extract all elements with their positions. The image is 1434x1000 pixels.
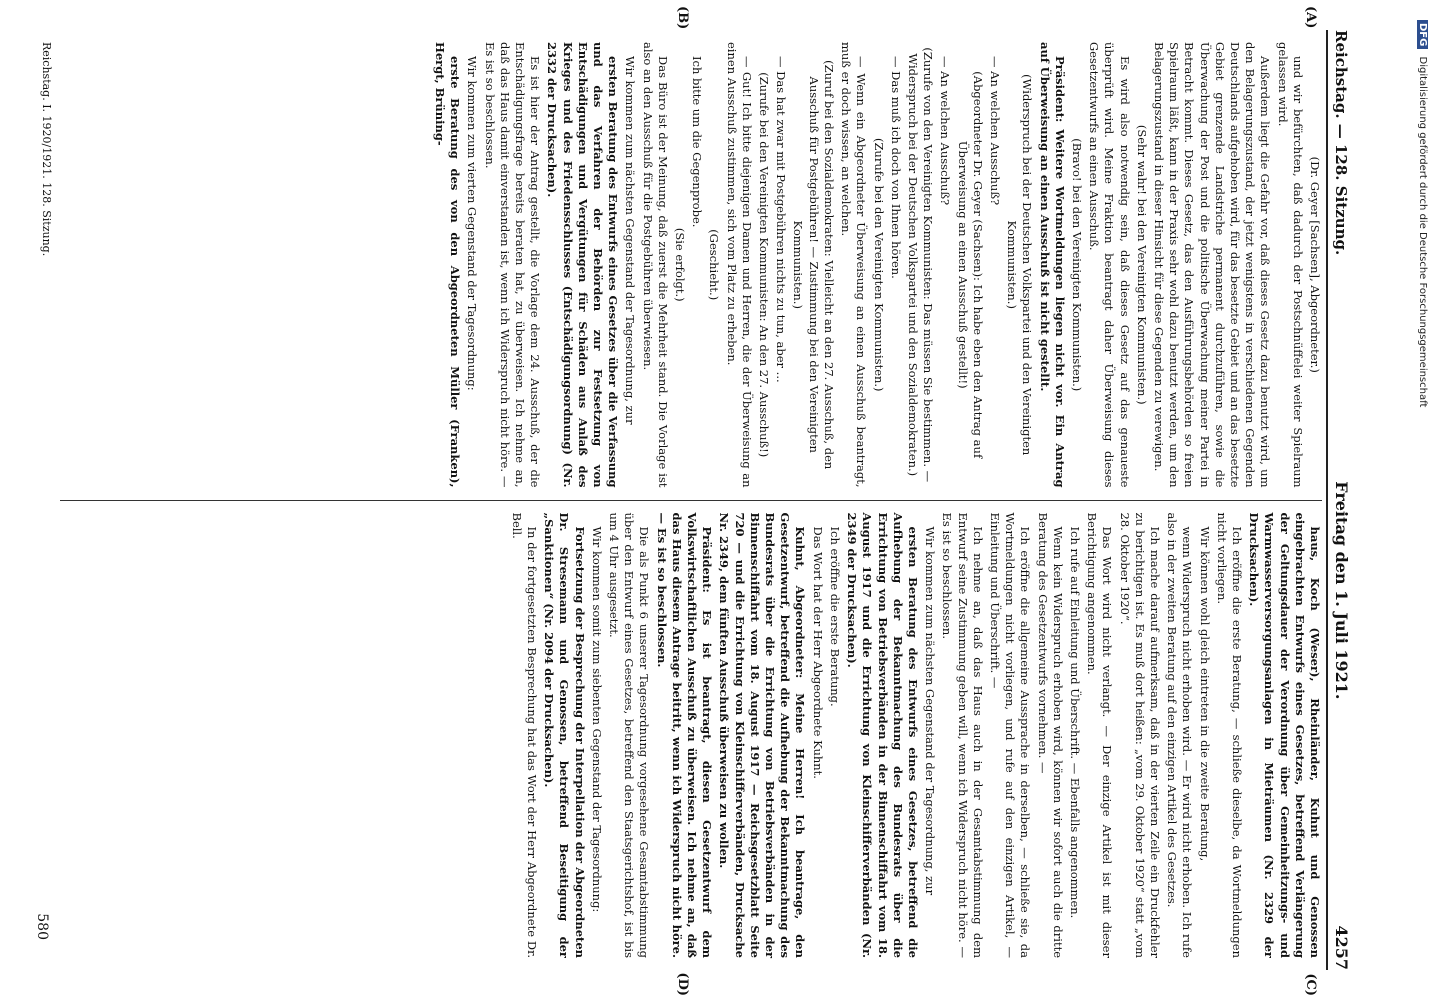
paragraph: (Bravo! bei den Vereinigten Kommunisten.) <box>1069 138 1084 392</box>
paragraph: (Sie erfolgt.) <box>673 227 688 302</box>
paragraph: Ich mache darauf aufmerksam, daß in der vierten Zeile ein Druckfehler zu berichtigen ist. Es muß dort heißen: „vom 29. Oktober 1920“ statt „vom 28. Oktober 1920“. <box>1117 512 1162 958</box>
paragraph: — Das hat zwar mit Postgebühren nichts zu tun, aber ... <box>774 56 789 383</box>
page-header <box>1326 30 1372 970</box>
footer-left: Reichstag. I. 1920/1921. 128. Sitzung. <box>40 42 53 257</box>
paragraph: — An welchen Ausschuß? <box>987 56 1002 206</box>
paragraph: (Zurufe von den Vereinigten Kommunisten: Das müssen Sie bestimmen. — Widerspruch bei der Deutschen Volkspartei und den Sozialdemokraten.) <box>905 47 936 483</box>
paragraph: Es wird also notwendig sein, daß dieses Gesetz auf das genaueste überprüft wird. Meine Fraktion beantragt daher Überweisung dieses Gesetzentwurfs an einen Ausschuß. <box>1087 42 1132 488</box>
paragraph: Wir kommen zum nächsten Gegenstand der Tagesordnung, zur <box>623 56 638 425</box>
paragraph: wenn Widerspruch nicht erhoben wird. — Er wird nicht erhoben. Ich rufe also in der zweiten Beratung auf den einzigen Artikel des Gesetzes. <box>1165 512 1195 958</box>
paragraph: Das Büro ist der Meinung, daß zuerst die Mehrheit stand. Die Vorlage ist also an den Ausschuß für die Postgebühren überwiesen. <box>640 42 670 488</box>
paragraph: In der fortgesetzten Besprechung hat das Wort der Herr Abgeordnete Dr. Bell. <box>509 512 540 958</box>
paragraph: (Sehr wahr! bei den Vereinigten Kommunisten.) <box>1134 124 1149 405</box>
paragraph: Ich eröffne die erste Beratung. <box>827 526 842 707</box>
dfg-credit-text: Digitalisierung gefördert durch die Deutsche Forschungsgemeinschaft <box>1417 56 1428 408</box>
paragraph: und wir befürchten, daß dadurch der Postschnüffelei weiter Spielraum gelassen wird. <box>1275 42 1305 488</box>
paragraph: (Widerspruch bei der Deutschen Volkspartei und den Vereinigten Kommunisten.) <box>1005 74 1035 456</box>
paragraph: (Zuruf bei den Sozialdemokraten: Vielleicht an den 27. Ausschuß, den Ausschuß für Postgebühren! — Zustimmung bei den Vereinigten Kommunisten.) <box>791 60 836 470</box>
paragraph: (Zurufe bei den Vereinigten Kommunisten.) <box>871 137 886 392</box>
paragraph: — Gut! Ich bitte diejenigen Damen und Herren, die der Überweisung an einen Ausschuß zustimmen, sich vom Platz zu erheben. <box>724 42 754 488</box>
paragraph: (Zurufe bei den Vereinigten Kommunisten: An den 27. Ausschuß!) <box>757 72 772 458</box>
paragraph: — Das muß ich doch von Ihnen hören. <box>888 56 903 279</box>
paragraph: Das Wort hat der Herr Abgeordnete Kuhnt. <box>810 526 825 779</box>
dfg-logo: DFG <box>1417 20 1428 49</box>
right-column <box>60 501 1322 971</box>
paragraph: (Abgeordneter Dr. Geyer (Sachsen): Ich habe eben den Antrag auf Überweisung an einen Ausschuß gestellt!) <box>955 71 985 459</box>
paragraph: Wir kommen zum vierten Gegenstand der Tagesordnung: <box>465 56 480 391</box>
paragraph: Präsident: Weitere Wortmeldungen liegen nicht vor. Ein Antrag auf Überweisung an einen Ausschuß ist nicht gestellt. <box>1037 42 1067 488</box>
paragraph: Ich nehme an, daß das Haus auch in der Gesamtabstimmung dem Entwurf seine Zustimmung geben will, wenn ich Widerspruch nicht höre. — Es ist so beschlossen. <box>940 512 985 958</box>
paragraph: Wenn kein Widerspruch erhoben wird, können wir sofort auch die dritte Beratung des Gesetzentwurfs vornehmen. — <box>1035 512 1065 958</box>
paragraph: Fortsetzung der Besprechung der Interpellation der Abgeordneten Dr. Stresemann und Genossen, betreffend Beseitigung der „Sanktionen“ (Nr. 2094 der Drucksachen). <box>542 512 587 958</box>
paragraph: Wir können wohl gleich eintreten in die zweite Beratung, <box>1197 526 1212 862</box>
header-date: Freitag den 1. Juli 1921. <box>1332 481 1351 700</box>
paragraph: Ich eröffne die erste Beratung, — schließe dieselbe, da Wortmeldungen nicht vorliegen. <box>1214 512 1244 958</box>
margin-mark-a: (A) <box>1303 6 1318 29</box>
margin-mark-d: (D) <box>675 972 690 996</box>
paragraph: — An welchen Ausschuß? <box>938 56 953 206</box>
paragraph: Außerdem liegt die Gefahr vor, daß dieses Gesetz dazu benutzt wird, um den Belagerungszustand, der jetzt wenigstens in verschiedenen Gegenden Deutschlands aufgehoben wird, für das besetzte Gebiet und an das besetzte Gebiet grenzende Landstriche permanent durchzuführen, sowie die Überwachung der Post und die politische Überwachung meiner Partei in Betracht kommt. Dieses Gesetz, das den Ausführungsbehörden so freien Spielraum läßt, kann in der Praxis sehr wohl dazu benutzt werden, um den Belagerungszustand in dieser Hinsicht für diese Gegenden zu verewigen. <box>1151 42 1273 488</box>
text-columns <box>60 30 1322 970</box>
paragraph: Kuhnt, Abgeordneter: Meine Herren! Ich beantrage, den Gesetzentwurf, betreffend die Aufhebung der Bekanntmachung des Bundesrats über die Errichtung von Betriebsverbänden in der Binnenschiffahrt vom 18. August 1917 — Reichsgesetzblatt Seite 720 — und die Errichtung von Kleinschifferverbänden, Drucksache Nr. 2349, dem fünften Ausschuß überweisen zu wollen. <box>717 512 808 958</box>
paragraph: ersten Beratung des Entwurfs eines Gesetzes, betreffend die Aufhebung der Bekanntmachung des Bundesrats über die Errichtung von Betriebsverbänden in der Binnenschiffahrt vom 18. August 1917 und die Errichtung von Kleinschifferverbänden (Nr. 2349 der Drucksachen). <box>845 512 920 958</box>
paragraph: Wir kommen zum nächsten Gegenstand der Tagesordnung, zur <box>923 526 938 896</box>
paragraph: (Dr. Geyer [Sachsen], Abgeordneter.) <box>1308 156 1322 373</box>
footer-page-number: 580 <box>34 913 50 940</box>
paragraph: Wir kommen somit zum siebenten Gegenstand der Tagesordnung: <box>589 526 604 913</box>
paragraph: erste Beratung des von den Abgeordneten Müller (Franken), Hergt, Brüning- <box>433 42 463 488</box>
paragraph: ersten Beratung des Entwurfs eines Gesetzes über die Verfassung und das Verfahren der Behörden zur Festsetzung von Entschädigungen und Vergütungen für Schäden aus Anlaß des Krieges und des Friedensschlusses (Entschädigungsordnung) (Nr. 2332 der Drucksachen). <box>545 42 621 488</box>
paragraph: Es ist hier der Antrag gestellt, die Vorlage dem 24. Ausschuß, der die Entschädigungsfrage bereits beraten hat, zu überweisen. Ich nehme an, daß das Haus damit einverstanden ist, wenn ich Widerspruch nicht höre. — Es ist so beschlossen. <box>482 42 543 488</box>
dfg-credit <box>1417 20 1428 407</box>
dfg-sidebar <box>1410 0 1432 1000</box>
paragraph: Ich eröffne die allgemeine Aussprache in derselben, — schließe sie, da Wortmeldungen nicht vorliegen, und rufe auf den einzigen Artikel, — Einleitung und Überschrift. — <box>987 512 1033 958</box>
margin-mark-b: (B) <box>675 6 690 30</box>
paragraph: Ich rufe auf Einleitung und Überschrift. — Ebenfalls angenommen. <box>1067 526 1082 919</box>
header-page-number: 4257 <box>1332 925 1351 970</box>
paragraph: haus, Koch (Weser), Rheinländer, Kuhnt und Genossen eingebrachten Entwurfs eines Gesetzes, betreffend Verlängerung der Geltungsdauer der Verordnung über Gemeinheitzungs- und Warmwasserversorgungsanlagen in Mieträumen (Nr. 2329 der Drucksachen). <box>1247 512 1322 958</box>
paragraph: Präsident: Es ist beantragt, diesen Gesetzentwurf dem Volkswirtschaftlichen Ausschuß zu überweisen. Ich nehme an, daß das Haus diesem Antrage beitritt, wenn ich Widerspruch nicht höre. — Es ist so beschlossen. <box>654 512 715 958</box>
paragraph: Ich bitte um die Gegenprobe. <box>690 56 705 228</box>
paragraph: Das Wort wird nicht verlangt. — Der einzige Artikel ist mit dieser Berichtigung angenommen. <box>1085 512 1115 958</box>
paragraph: (Geschieht.) <box>707 229 722 301</box>
paragraph: — Wenn ein Abgeordneter Überweisung an einen Ausschuß beantragt, muß er doch wissen, an welchen. <box>839 42 869 488</box>
left-column <box>60 30 1322 500</box>
header-left: Reichstag. — 128. Sitzung. <box>1332 30 1350 256</box>
paragraph: Die als Punkt 6 unserer Tagesordnung vorgesehene Gesamtabstimmung über den Entwurf eines Gesetzes, betreffend den Staatsgerichtshof, ist bis um 4 Uhr ausgesetzt. <box>607 512 652 958</box>
margin-mark-c: (C) <box>1303 973 1318 996</box>
